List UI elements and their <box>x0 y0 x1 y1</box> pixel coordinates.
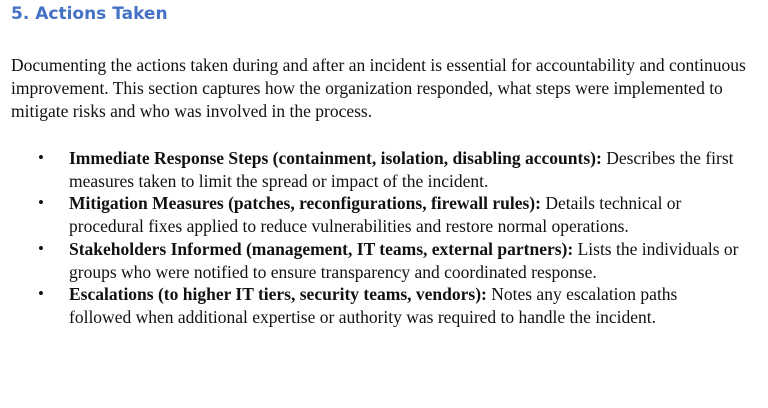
actions-list <box>0 147 740 329</box>
section-heading: 5. Actions Taken <box>11 4 168 24</box>
item-term: Mitigation Measures (patches, reconfigurations, firewall rules): <box>69 193 541 214</box>
bullet-icon: • <box>38 148 44 167</box>
item-description: Lists the individuals or groups who were notified to ensure transparency and coordinated response. <box>69 238 739 282</box>
bullet-icon: • <box>38 193 44 213</box>
bullet-icon: • <box>38 238 44 258</box>
item-description: Notes any escalation paths followed when additional expertise or authority was required to handle the incident. <box>69 284 678 327</box>
list-item <box>0 283 740 328</box>
item-term: Escalations (to higher IT tiers, security teams, vendors): <box>69 284 487 305</box>
intro-paragraph: Documenting the actions taken during and after an incident is essential for accountability and continuous improvement. This section captures how the organization responded, what steps were implemented to mitigate risks and who was involved in the process. <box>11 55 746 121</box>
item-term: Immediate Response Steps (containment, isolation, disabling accounts): <box>69 148 602 168</box>
item-description: Details technical or procedural fixes applied to reduce vulnerabilities and restore normal operations. <box>69 193 682 237</box>
list-item <box>0 238 740 283</box>
list-item <box>0 192 740 237</box>
item-term: Stakeholders Informed (management, IT teams, external partners): <box>69 238 574 259</box>
item-description: Describes the first measures taken to limit the spread or impact of the incident. <box>69 148 734 191</box>
bullet-icon: • <box>38 284 44 304</box>
list-item <box>0 147 740 192</box>
